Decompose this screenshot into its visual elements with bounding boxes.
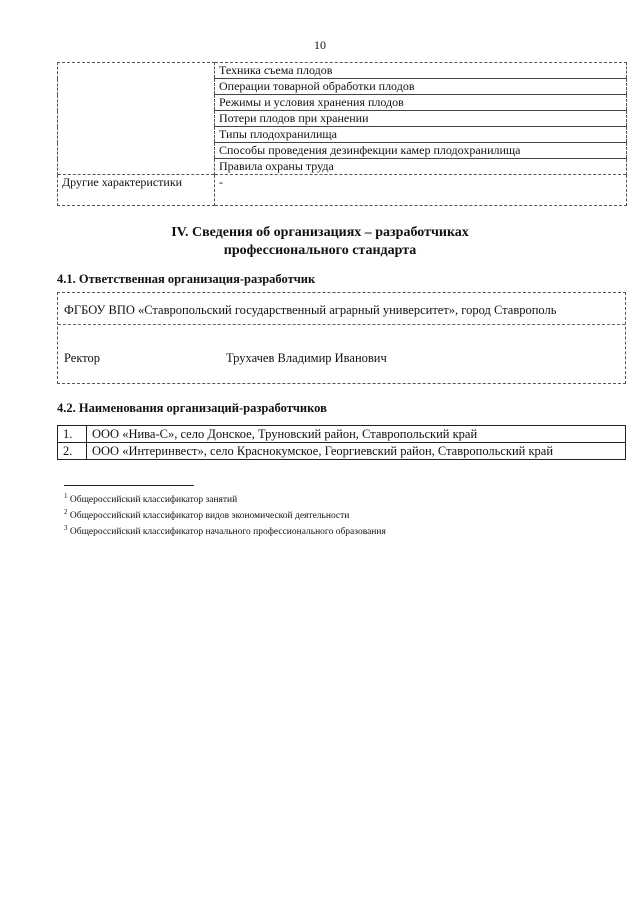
footnote-mark: 3 (64, 524, 68, 533)
knowledge-item: Режимы и условия хранения плодов (215, 95, 627, 111)
table-row (58, 63, 627, 79)
row-number: 1. (58, 426, 87, 443)
responsible-org-box (57, 292, 626, 384)
page-number: 10 (314, 38, 326, 52)
knowledge-table (57, 62, 627, 206)
knowledge-item: Типы плодохранилища (215, 127, 627, 143)
table-row-other (58, 175, 627, 206)
section-title-line: профессионального стандарта (223, 243, 417, 258)
footnote-divider (64, 485, 194, 486)
knowledge-item: Способы проведения дезинфекции камер плодохранилища (215, 143, 627, 159)
knowledge-item: Правила охраны труда (215, 159, 627, 175)
developer-org-name: ООО «Интеринвест», село Краснокумское, Георгиевский район, Ставропольский край (87, 443, 626, 460)
footnote-text: Общероссийский классификатор начального профессионального образования (69, 527, 386, 538)
row-number: 2. (58, 443, 87, 460)
other-characteristics-value: - (215, 175, 627, 206)
footnote-text: Общероссийский классификатор занятий (69, 495, 238, 506)
other-characteristics-label: Другие характеристики (58, 175, 215, 206)
developer-orgs-heading: 4.2. Наименования организаций-разработчиков (57, 401, 327, 415)
footnote-mark: 1 (64, 492, 68, 500)
footnote-mark: 2 (64, 508, 68, 517)
table-cell-empty (58, 63, 215, 175)
signatory-position: Ректор (64, 351, 101, 365)
divider (58, 324, 625, 325)
table-row (58, 426, 626, 443)
knowledge-item: Потери плодов при хранении (215, 111, 627, 127)
signatory-name: Трухачев Владимир Иванович (226, 351, 387, 365)
section-title (0, 224, 640, 260)
footnote (64, 490, 386, 506)
footnote (64, 522, 386, 538)
table-row (58, 443, 626, 460)
knowledge-item: Техника съема плодов (215, 63, 627, 79)
responsible-org-heading: 4.1. Ответственная организация-разработчик (57, 272, 316, 286)
knowledge-item: Операции товарной обработки плодов (215, 79, 627, 95)
section-title-line: IV. Сведения об организациях – разработчиках (171, 225, 469, 240)
responsible-org-name: ФГБОУ ВПО «Ставропольский государственный аграрный университет», город Ставрополь (64, 303, 557, 317)
developer-org-name: ООО «Нива-С», село Донское, Труновский район, Ставропольский край (87, 426, 626, 443)
footnote-text: Общероссийский классификатор видов экономической деятельности (69, 511, 350, 522)
footnote (64, 506, 386, 522)
footnotes (64, 490, 386, 538)
developer-orgs-table (57, 425, 626, 460)
